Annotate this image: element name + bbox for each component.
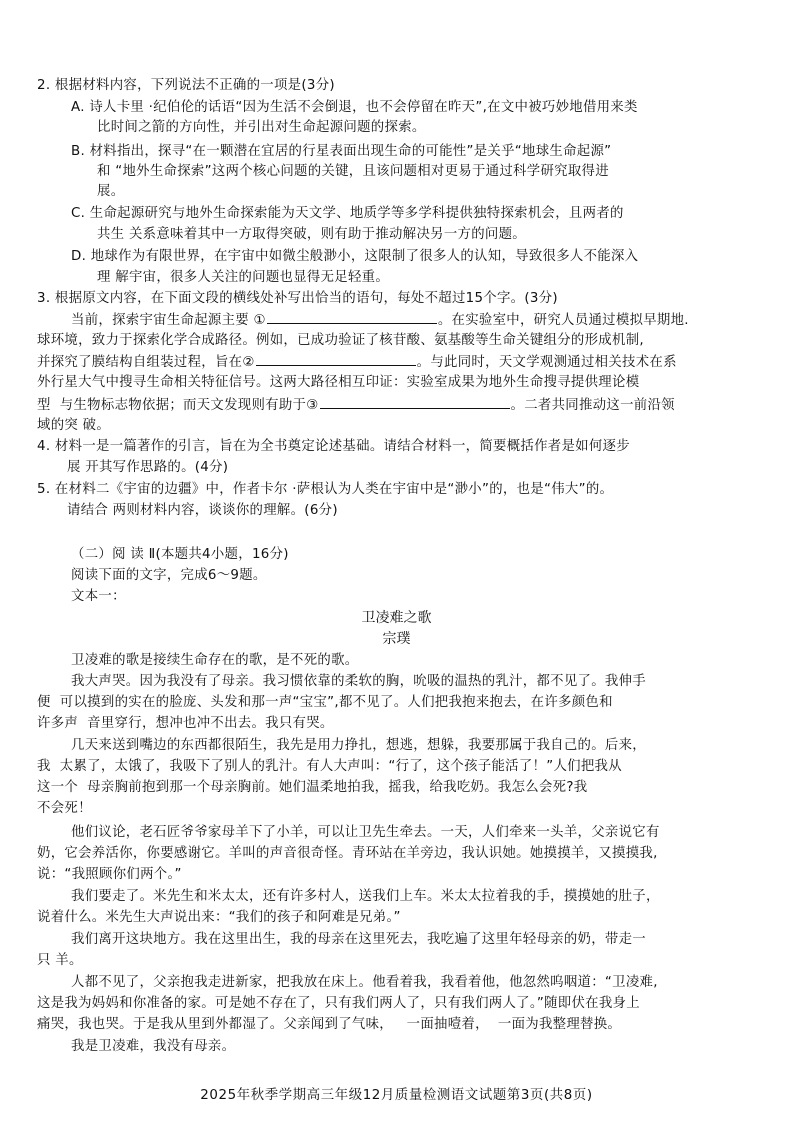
text-label: 文本一： — [71, 589, 126, 604]
answer-blank-1[interactable] — [267, 310, 437, 324]
passage-title: 卫凌难之歌 — [361, 610, 432, 626]
q2-option-a: A. 诗人卡里 ·纪伯伦的话语“因为生活不会倒退，也不会停留在昨天”,在文中被巧妙地借用来类 — [71, 100, 638, 115]
passage-paragraph-cont: 说着什么。米先生大声说出来：“我们的孩子和阿难是兄弟。” — [37, 910, 401, 925]
passage-paragraph-cont: 只 羊。 — [37, 953, 83, 968]
q2-option-c: C. 生命起源研究与地外生命探索能为天文学、地质学等多学科提供独特探索机会，且两者的 — [71, 206, 624, 221]
passage-author: 宗璞 — [382, 631, 411, 647]
q2-stem: 2. 根据材料内容，下列说法不正确的一项是(3分) — [37, 78, 335, 93]
passage-paragraph: 几天来送到嘴边的东西都很陌生，我先是用力挣扎，想逃，想躲，我要那属于我自己的。后来， — [71, 738, 647, 753]
passage-paragraph-cont: 奶，它会养活你，你要感谢它。羊叫的声音很奇怪。青环站在羊旁边，我认识她。她摸摸羊，又摸摸我, — [37, 846, 658, 861]
passage-paragraph-cont: 痛哭，我也哭。于是我从里到外都湿了。父亲闻到了气味， 一面抽噎着， 一面为我整理替换。 — [37, 1017, 622, 1032]
passage-paragraph: 我们要走了。米先生和米太太，还有许多村人，送我们上车。米太太拉着我的手，摸摸她的肚子， — [71, 889, 660, 904]
answer-blank-2[interactable] — [256, 352, 416, 366]
passage-paragraph-cont: 这是我为妈妈和你准备的家。可是她不存在了，只有我们两人了，只有我们两人了。”随即伏在我身上 — [37, 996, 640, 1011]
passage-paragraph-cont: 我 太累了，太饿了，我吸下了别人的乳汁。有人大声叫：“行了，这个孩子能活了！”人们把我从 — [37, 759, 622, 774]
q3-line6: 域的突 破。 — [37, 418, 111, 433]
q2-option-a-cont: 比时间之箭的方向性，并引出对生命起源问题的探索。 — [97, 120, 426, 135]
q4-line2: 展 开其写作思路的。(4分) — [67, 460, 229, 475]
passage-paragraph-cont: 说：“我照顾你们两个。” — [37, 867, 182, 882]
q2-option-d-cont: 理 解宇宙，很多人关注的问题也显得无足轻重。 — [97, 270, 390, 285]
q4-line1: 4. 材料一是一篇著作的引言，旨在为全书奠定论述基础。请结合材料一，简要概括作者是如何逐步 — [37, 439, 630, 454]
q3-line5: 型 与生物标志物依据；而天文发现则有助于③ 。二者共同推动这一前沿领 — [37, 395, 675, 416]
q3-stem: 3. 根据原文内容，在下面文段的横线处补写出恰当的语句，每处不超过15个字。(3分) — [37, 291, 558, 306]
q3-line2: 球环境，致力于探索化学合成路径。例如，已成功验证了核苷酸、氨基酸等生命关键组分的形成机制, — [37, 333, 644, 348]
reading-section-heading: （二）阅 读 Ⅱ(本题共4小题，16分) — [71, 547, 289, 562]
q3-line3: 并探究了膜结构自组装过程，旨在② 。与此同时，天文学观测通过相关技术在系 — [37, 352, 677, 373]
passage-paragraph: 我大声哭。因为我没有了母亲。我习惯依靠的柔软的胸，吮吸的温热的乳汁，都不见了。我伸手 — [71, 674, 647, 689]
q2-option-b-cont2: 展。 — [97, 184, 125, 199]
passage-paragraph-cont: 许多声 音里穿行，想冲也冲不出去。我只有哭。 — [37, 716, 334, 731]
passage-paragraph-cont: 便 可以摸到的实在的脸庞、头发和那一声“宝宝”,都不见了。人们把我抱来抱去，在许多颜色和 — [37, 695, 613, 710]
passage-paragraph-cont: 不会死！ — [37, 801, 92, 816]
q2-option-d: D. 地球作为有限世界，在宇宙中如微尘般渺小，这限制了很多人的认知，导致很多人不能深入 — [71, 249, 639, 264]
q2-option-b: B. 材料指出，探寻“在一颗潜在宜居的行星表面出现生命的可能性”是关乎“地球生命起源” — [71, 144, 612, 159]
passage-paragraph: 我们离开这块地方。我在这里出生，我的母亲在这里死去，我吃遍了这里年轻母亲的奶，带走一 — [71, 932, 647, 947]
passage-paragraph: 我是卫凌难，我没有母亲。 — [71, 1039, 236, 1054]
q5-line2: 请结合 两则材料内容，谈谈你的理解。(6分) — [67, 503, 338, 518]
passage-paragraph: 人都不见了，父亲抱我走进新家，把我放在床上。他看着我，我看着他，他忽然呜咽道：“卫凌难, — [71, 975, 658, 990]
passage-paragraph: 卫凌难的歌是接续生命存在的歌，是不死的歌。 — [71, 653, 359, 668]
q3-line4: 外行星大气中搜寻生命相关特征信号。这两大路径相互印证：实验室成果为地外生命搜寻提供理论模 — [37, 375, 640, 390]
passage-paragraph-cont: 这一个 母亲胸前抱到那一个母亲胸前。她们温柔地拍我，摇我，给我吃奶。我怎么会死?我 — [37, 780, 588, 795]
page-footer: 2025年秋季学期高三年级12月质量检测语文试题第3页(共8页) — [200, 1088, 593, 1103]
q3-line1: 当前，探索宇宙生命起源主要 ① 。在实验室中，研究人员通过模拟早期地. — [71, 310, 689, 331]
passage-paragraph: 他们议论，老石匠爷爷家母羊下了小羊，可以让卫先生牵去。一天，人们牵来一头羊，父亲说它有 — [71, 825, 660, 840]
q2-option-b-cont: 和 “地外生命探索”这两个核心问题的关键，且该问题相对更易于通过科学研究取得进 — [97, 164, 609, 179]
reading-instruction: 阅读下面的文字，完成6～9题。 — [71, 568, 267, 583]
answer-blank-3[interactable] — [320, 395, 510, 409]
q5-line1: 5. 在材料二《宇宙的边疆》中，作者卡尔 ·萨根认为人类在宇宙中是“渺小”的，也是“伟大”的。 — [37, 482, 614, 497]
q2-option-c-cont: 共生 关系意味着其中一方取得突破，则有助于推动解决另一方的问题。 — [97, 227, 526, 242]
